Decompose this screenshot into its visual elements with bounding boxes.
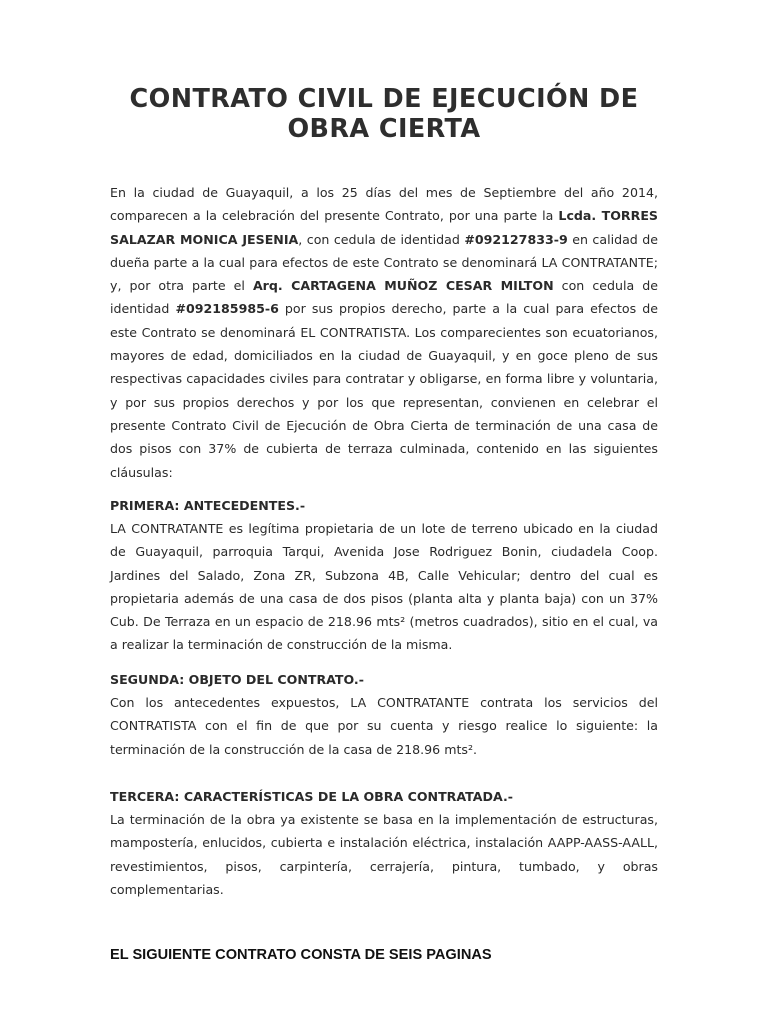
intro-text: en calidad de dueña parte a la cual para efectos de este Contrato se denominará LA CONTRATANTE; y, por otra parte el xyxy=(110,231,659,294)
clause-text-segunda: Con los antecedentes expuestos, LA CONTRATANTE contrata los servicios del CONTRATISTA con el fin de que por su cuenta y riesgo realice lo siguiente: la terminación de la construcción de la casa de 218.96 mts². xyxy=(110,695,658,757)
intro-text: En la ciudad de Guayaquil, a los 25 días del mes de Septiembre del año 2014, comparecen a la celebración del presente Contrato, por una parte la xyxy=(110,185,658,224)
clause-text-primera: LA CONTRATANTE es legítima propietaria de un lote de terreno ubicado en la ciudad de Guayaquil, parroquia Tarqui, Avenida Jose Rodriguez Bonin, ciudadela Coop. Jardines del Salado, Zona ZR, Subzona 4B, Calle Vehicular; dentro del cual es propietaria además de una casa de dos pisos (planta alta y planta baja) con un 37% Cub. De Terraza en un espacio de 218.96 mts² (metros cuadrados), sitio en el cual, va a realizar la terminación de construcción de la misma. xyxy=(110,521,658,653)
intro-paragraph xyxy=(110,181,658,484)
intro-text: , con cedula de identidad xyxy=(298,231,465,247)
clause-heading-segunda: SEGUNDA: OBJETO DEL CONTRATO.- xyxy=(110,672,364,687)
contratante-name: Lcda. TORRES SALAZAR MONICA JESENIA xyxy=(110,208,658,247)
page-count-note: EL SIGUIENTE CONTRATO CONSTA DE SEIS PAGINAS xyxy=(110,947,492,963)
clause-heading-primera: PRIMERA: ANTECEDENTES.- xyxy=(110,498,306,513)
contratista-id-number: #092185985-6 xyxy=(175,301,279,317)
clause-heading-tercera: TERCERA: CARACTERÍSTICAS DE LA OBRA CONTRATADA.- xyxy=(110,789,513,804)
clause-text-tercera: La terminación de la obra ya existente se basa en la implementación de estructuras, mampostería, enlucidos, cubierta e instalación eléctrica, instalación AAPP-AASS-AALL, revestimientos, pisos, carpintería, cerrajería, pintura, tumbado, y obras complementarias. xyxy=(110,812,658,897)
document-title: CONTRATO CIVIL DE EJECUCIÓN DE OBRA CIERTA xyxy=(129,84,639,144)
intro-text: con cedula de identidad xyxy=(110,278,658,317)
contratante-id-number: #092127833-9 xyxy=(464,231,568,247)
contratista-name: Arq. CARTAGENA MUÑOZ CESAR MILTON xyxy=(252,278,554,294)
intro-text: por sus propios derecho, parte a la cual para efectos de este Contrato se denominará EL CONTRATISTA. Los comparecientes son ecuatorianos, mayores de edad, domiciliados en la ciudad de Guayaquil, y en goce pleno de sus respectivas capacidades civiles para contratar y obligarse, en forma libre y voluntaria, y por sus propios derechos y por los que representan, convienen en celebrar el presente Contrato Civil de Ejecución de Obra Cierta de terminación de una casa de dos pisos con 37% de cubierta de terraza culminada, contenido en las siguientes cláusulas: xyxy=(110,301,658,480)
